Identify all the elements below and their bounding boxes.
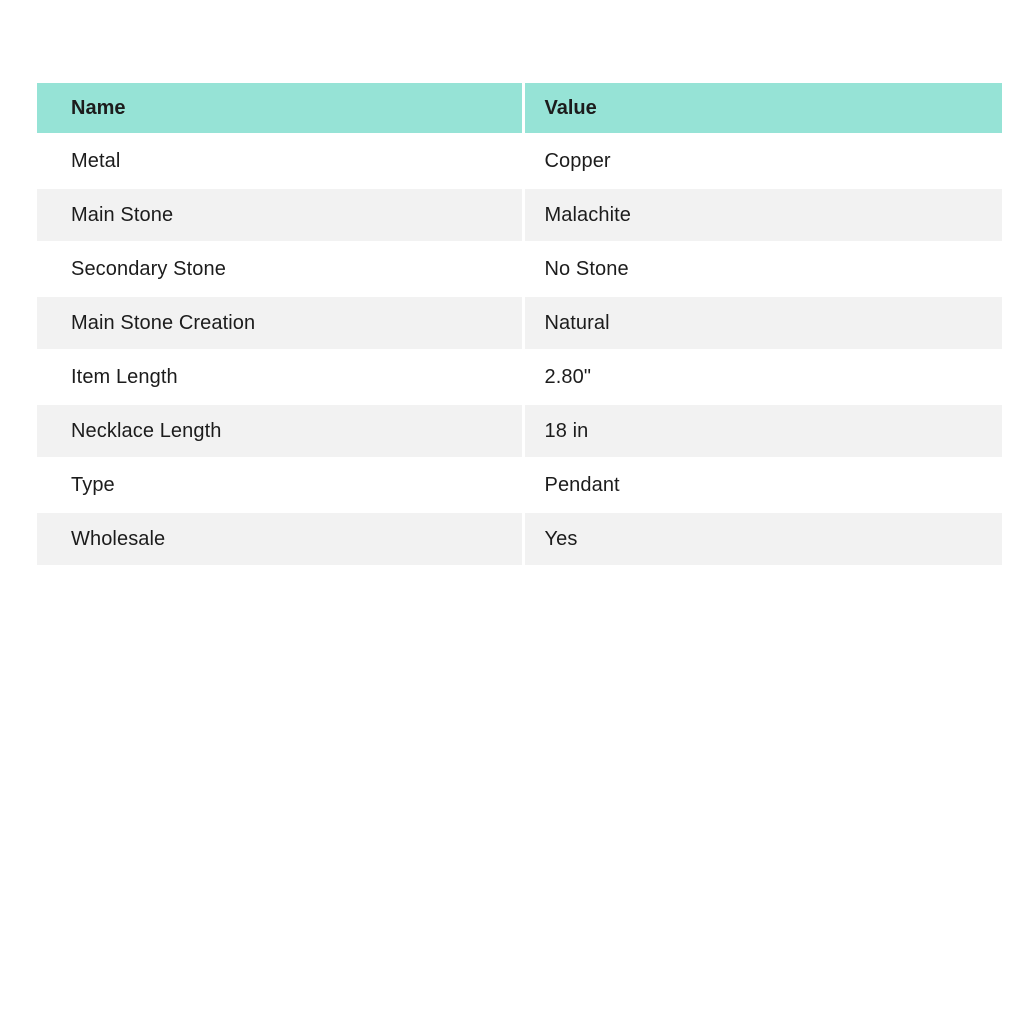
table-row [37,458,1002,512]
attribute-name-cell: Main Stone Creation [37,296,523,350]
table-row [37,242,1002,296]
attribute-value-cell: Malachite [523,188,1002,242]
attribute-name-cell: Necklace Length [37,404,523,458]
table-row [37,188,1002,242]
column-header-name: Name [37,83,523,134]
attribute-value-cell: No Stone [523,242,1002,296]
attribute-name-cell: Item Length [37,350,523,404]
attribute-value-cell: Yes [523,512,1002,566]
table-row [37,350,1002,404]
attribute-value-cell: Pendant [523,458,1002,512]
table-row [37,296,1002,350]
column-header-value: Value [523,83,1002,134]
attribute-value-cell: Copper [523,134,1002,188]
table-row [37,512,1002,566]
attribute-value-cell: 2.80" [523,350,1002,404]
header-row [37,83,1002,134]
attribute-name-cell: Wholesale [37,512,523,566]
product-attributes-table [37,83,1002,567]
attribute-value-cell: Natural [523,296,1002,350]
attribute-name-cell: Metal [37,134,523,188]
table-body [37,134,1002,566]
table-row [37,134,1002,188]
attribute-value-cell: 18 in [523,404,1002,458]
attribute-name-cell: Secondary Stone [37,242,523,296]
product-attributes-panel [37,83,1002,567]
table-row [37,404,1002,458]
attribute-name-cell: Type [37,458,523,512]
table-header [37,83,1002,134]
attribute-name-cell: Main Stone [37,188,523,242]
